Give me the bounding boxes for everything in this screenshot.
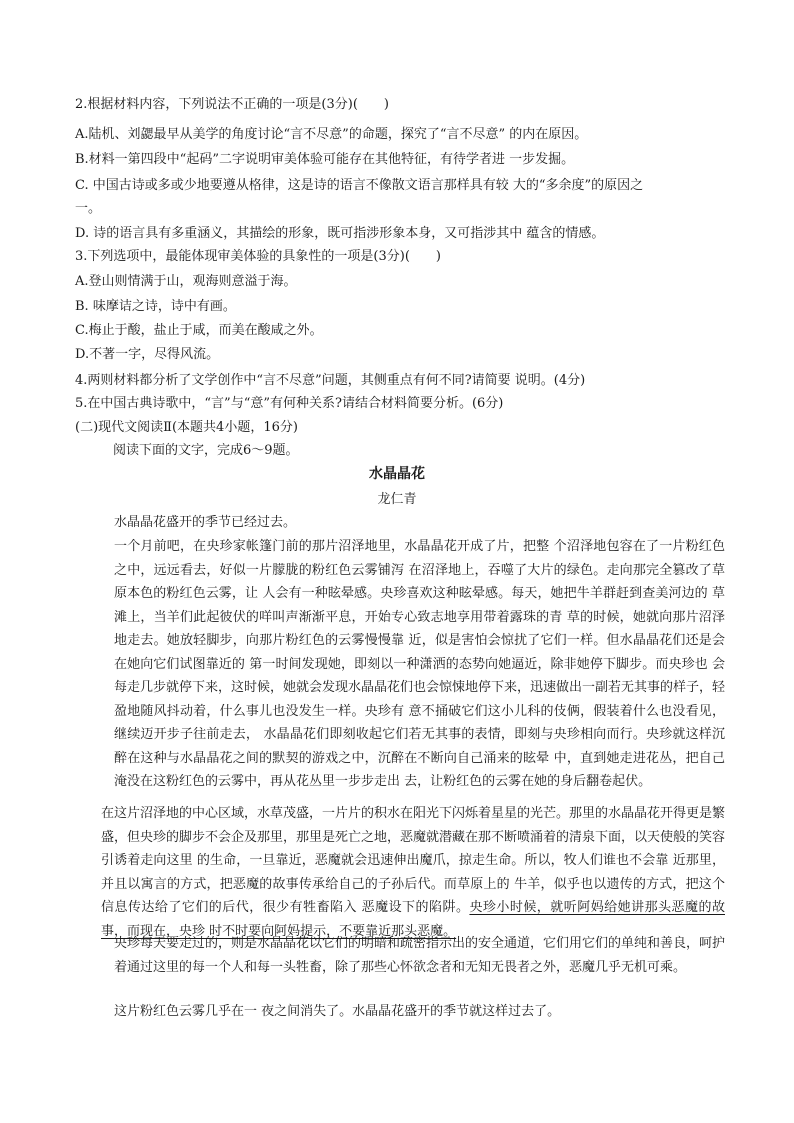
article-paragraph-2	[75, 535, 725, 794]
question-2-option-c-line2: 一。	[75, 201, 102, 216]
question-2-option-d: D. 诗的语言具有多重涵义，其描绘的形象，既可指涉形象本身，又可指涉其中 蕴含的情感。	[75, 226, 605, 241]
article-author: 龙仁青	[377, 492, 417, 507]
question-3-option-b: B. 味摩诘之诗，诗中有画。	[75, 299, 236, 314]
section-instruction: 阅读下面的文字，完成6～9题。	[113, 443, 299, 458]
question-2-option-c-line1: C. 中国古诗或多或少地要遵从格律，这是诗的语言不像散文语言那样具有较 大的“多余度”的原因之	[75, 178, 644, 193]
article-paragraph-1: 水晶晶花盛开的季节已经过去。	[114, 515, 297, 530]
question-5: 5.在中国古典诗歌中，“言”与“意”有何种关系?请结合材料简要分析。(6分)	[75, 396, 504, 411]
article-paragraph-4	[75, 932, 725, 979]
question-2-stem: 2.根据材料内容，下列说法不正确的一项是(3分)( )	[75, 97, 389, 112]
question-3-option-d: D.不著一字，尽得风流。	[75, 347, 220, 362]
article-paragraph-5: 这片粉红色云雾几乎在一 夜之间消失了。水晶晶花盛开的季节就这样过去了。	[114, 1004, 561, 1019]
paragraph-4-text: 央珍每天要走过的，则是水晶晶花以它们的明暗和疏密指示出的安全通道，它们用它们的单纯和善良，呵护着通过这里的每一个人和每一头牲畜，除了那些心怀欲念者和无知无畏者之外，恶魔几乎无机可乘。	[114, 936, 726, 975]
question-2-option-a: A.陆机、刘勰最早从美学的角度讨论“言不尽意”的命题，探究了“言不尽意” 的内在原因。	[75, 127, 588, 142]
section-header: (二)现代文阅读Ⅱ(本题共4小题，16分)	[75, 420, 298, 435]
paragraph-3-underlined-text: 央珍小时候，就听阿妈给她讲那头恶魔的故事，而现在，央珍 时不时要向阿妈提示，不要靠近那头恶魔。	[101, 900, 725, 939]
paragraph-3-text: 在这片沼泽地的中心区域，水草茂盛，一片片的积水在阳光下闪烁着星星的光芒。那里的水晶晶花开得更是繁盛，但央珍的脚步不会企及那里，那里是死亡之地，恶魔就潜藏在那不断喷涌着的清泉下面，以天使般的笑容引诱着走向这里 的生命，一旦靠近，恶魔就会迅速伸出魔爪，掠走生命。所以，牧人们谁也不会靠 近那里，并且以寓言的方式，把恶魔的故事传承给自己的子孙后代。而草原上的 牛羊，似乎也以遗传的方式，把这个信息传达给了它们的后代，很少有牲畜陷入 恶魔设下的陷阱。	[101, 806, 726, 915]
paragraph-2-text: 一个月前吧，在央珍家帐篷门前的那片沼泽地里，水晶晶花开成了片，把整 个沼泽地包容在了一片粉红色之中，远远看去，好似一片朦胧的粉红色云雾铺泻 在沼泽地上，吞噬了大片的绿色。走向那完全篡改了草原本色的粉红色云雾，让 人会有一种眩晕感。央珍喜欢这种眩晕感。每天，她把牛羊群赶到查美河边的 草滩上，当羊们此起彼伏的咩叫声渐渐平息，开始专心致志地享用带着露珠的青 草的时候，她就向那片沼泽地走去。她放轻脚步，向那片粉红色的云雾慢慢靠 近，似是害怕会惊扰了它们一样。但水晶晶花们还是会在她向它们试图靠近的 第一时间发现她，即刻以一种潇洒的态势向她逼近，除非她停下脚步。而央珍也 会每走几步就停下来，这时候，她就会发现水晶晶花们也会惊悚地停下来，迅速做出一副若无其事的样子，轻盈地随风抖动着，什么事儿也没发生一样。央珍有 意不捅破它们这小儿科的伎俩，假装着什么也没看见，继续迈开步子往前走去， 水晶晶花们即刻收起它们若无其事的表情，即刻与央珍相向而行。央珍就这样沉醉在这种与水晶晶花之间的默契的游戏之中，沉醉在不断向自己涌来的眩晕 中，直到她走进花丛，把自己淹没在这粉红色的云雾中，再从花丛里一步步走出 去，让粉红色的云雾在她的身后翻卷起伏。	[114, 539, 726, 789]
article-title: 水晶晶花	[369, 466, 425, 482]
question-3-stem: 3.下列选项中，最能体现审美体验的具象性的一项是(3分)( )	[75, 249, 441, 264]
question-2-option-b: B.材料一第四段中“起码”二字说明审美体验可能存在其他特征，有待学者进 一步发掘。	[75, 152, 575, 167]
article-paragraph-3	[75, 802, 725, 943]
question-4: 4.两则材料都分析了文学创作中“言不尽意”问题，其侧重点有何不同?请简要 说明。(4分)	[75, 373, 586, 388]
question-3-option-a: A.登山则情满于山，观海则意溢于海。	[75, 274, 297, 289]
question-3-option-c: C.梅止于酸，盐止于咸，而美在酸咸之外。	[75, 323, 323, 338]
